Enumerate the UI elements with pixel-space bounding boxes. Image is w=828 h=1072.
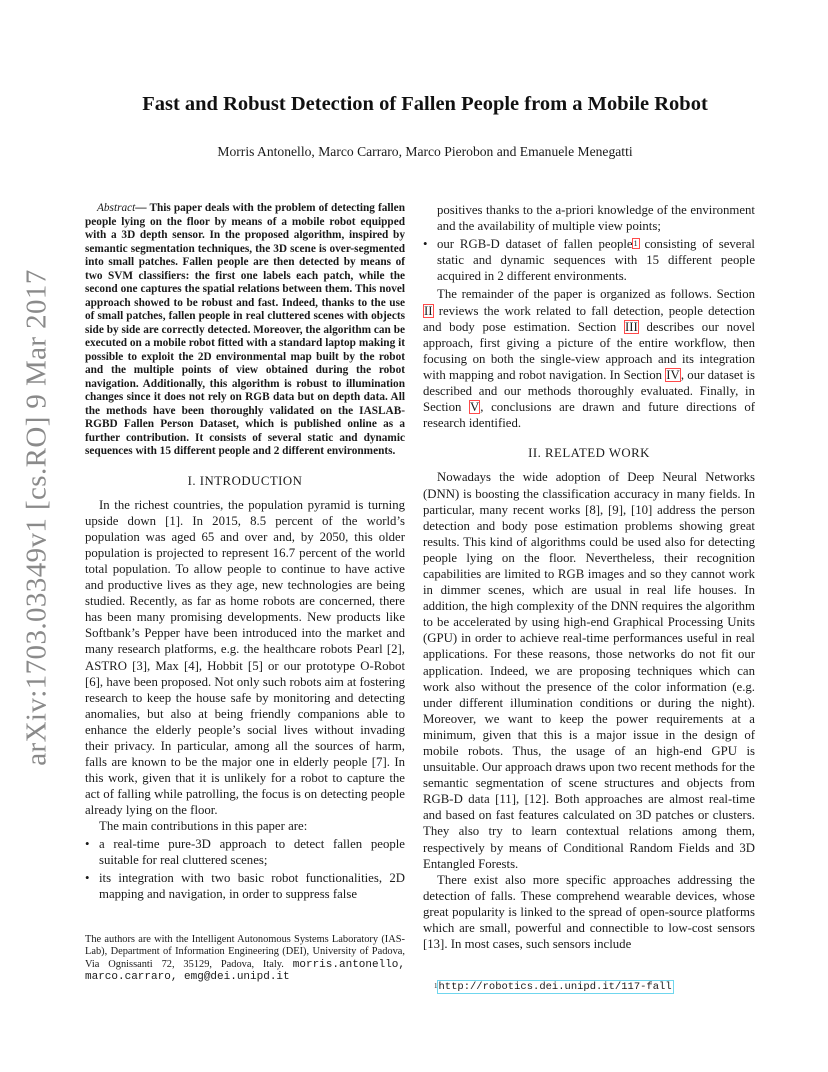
- intro-paragraph-2: The main contributions in this paper are:: [99, 819, 308, 834]
- contribution-bullet-2-continued: [423, 202, 755, 234]
- contribution-bullet-1: [85, 836, 405, 868]
- bullet-text: positives thanks to the a-priori knowledge of the environment and the availability of multiple view points;: [437, 203, 755, 234]
- abstract-dash: —: [135, 202, 150, 214]
- bullet-text: a real-time pure-3D approach to detect fallen people suitable for real cluttered scenes;: [99, 836, 405, 867]
- abstract-text: This paper deals with the problem of detecting fallen people lying on the floor by means of a mobile robot equipped with a 3D depth sensor. In the proposed algorithm, inspired by semantic segmentation techniques, the 3D scene is over-segmented into small patches. Fallen people are then detected by means of two SVM classifiers: the first one labels each patch, while the second one captures the spatial relations between them. This novel approach showed to be robust and fast. Indeed, thanks to the use of small patches, fallen people in real cluttered scenes with objects side by side are correctly detected. Moreover, the algorithm can be executed on a mobile robot fitted with a standard laptop making it possible to exploit the 2D environmental map built by the robot and the multiple points of view obtained during the robot navigation. Additionally, this algorithm is robust to illumination changes since it does not rely on RGB data but on depth data. All the methods have been thoroughly validated on the IASLAB-RGBD Fallen Person Dataset, which is published online as a further contribution. It consists of several static and dynamic sequences with 15 different people and 2 different environments.: [85, 202, 405, 457]
- section-link-v[interactable]: V: [470, 400, 480, 415]
- bullet-text: its integration with two basic robot functionalities, 2D mapping and navigation, in order to suppress false: [99, 870, 405, 901]
- footnote-mark: 1: [434, 982, 438, 990]
- abstract-label: Abstract: [97, 202, 136, 214]
- related-paragraph-1: Nowadays the wide adoption of Deep Neural Networks (DNN) is boosting the classification accuracy in many fields. In particular, many recent works [8], [9], [10] address the person detection and body pose estimation problems showing great results. This kind of algorithms could be used also for detecting people lying on the floor. Nevertheless, their recognition capabilities are limited to RGB images and so they cannot work in dimmer scenes, which are usual in real life houses. In addition, the high complexity of the DNN requires the algorithm to be accelerated by using high-end Graphical Processing Units (GPU) in order to achieve real-time performances useful in real applications. For these reasons, those networks do not fit our application. Indeed, we are proposing techniques which can work also without the presence of the color information (e.g. under different illumination conditions or during the night). Moreover, we want to keep the power requirements at a minimum, given that this is a major issue in the design of mobile robots. Thus, the usage of an high-end GPU is unsuitable. Our approach draws upon two recent methods for the semantic segmentation of scene structures and objects from RGB-D data [11], [12]. Both approaches are almost real-time and based on fast features calculated on 3D patches or clusters. They also try to learn contextual relations among them, respectively by means of Conditional Random Fields and 3D Entangled Forests.: [423, 470, 755, 871]
- footnote-url[interactable]: http://robotics.dei.unipd.it/117-fall: [438, 981, 672, 993]
- paper-title: Fast and Robust Detection of Fallen People from a Mobile Robot: [142, 93, 708, 115]
- bullet-text-cont: consisting of several static and dynamic sequences with 15 different people acquired in 2 different environments.: [437, 237, 755, 284]
- contribution-bullet-2: [85, 870, 405, 902]
- footnote-link[interactable]: 1: [633, 239, 638, 249]
- author-list: Morris Antonello, Marco Carraro, Marco Pierobon and Emanuele Menegatti: [217, 144, 633, 159]
- related-work-heading: II. RELATED WORK: [528, 446, 650, 461]
- intro-paragraph-1: In the richest countries, the population pyramid is turning upside down [1]. In 2015, 8.5 percent of the world’s population was aged 65 and over and, by 2050, this older population is projected to represent 16.7 percent of the world total population. To allow people to continue to have active and productive lives as they age, new technologies are being studied. Recently, as far as home robots are concerned, there has been many promising developments. New products like Softbank’s Pepper have been introduced into the market and many research platforms, e.g. the healthcare robots Pearl [2], ASTRO [3], Max [4], Hobbit [5] or our prototype O-Robot [6], have been proposed. Not only such robots aim at fostering research to keep the house safe by monitoring and detecting anomalies, but also at being friendly companions able to enhance the elderly people’s social lives without invading their privacy. In particular, among all the sources of harm, falls are known to be the major one in elderly people [7]. In this work, given that it is unlikely for a robot to capture the act of falling while patrolling, the focus is on detecting people already lying on the floor.: [85, 497, 405, 818]
- contribution-bullet-3: [423, 236, 755, 284]
- org-text: , our dataset is described and our methods thoroughly evaluated. Finally, in Section: [423, 367, 755, 415]
- intro-heading: I. INTRODUCTION: [187, 473, 303, 488]
- bullet-mark: •: [85, 836, 90, 851]
- org-text: The remainder of the paper is organized as follows. Section: [437, 287, 755, 302]
- section-link-iv[interactable]: IV: [666, 367, 680, 382]
- author-emails: morris.antonello, marco.carraro, emg@dei.unipd.it: [85, 958, 405, 983]
- arxiv-stamp: [14, 268, 60, 766]
- bullet-mark: •: [85, 870, 90, 885]
- arxiv-id: arXiv:1703.03349v1 [cs.RO] 9 Mar 2017: [20, 268, 53, 766]
- section-link-iii[interactable]: III: [624, 319, 638, 334]
- section-link-ii[interactable]: II: [424, 303, 433, 318]
- org-text: reviews the work related to fall detection, people detection and body pose estimation. Section: [423, 303, 755, 334]
- org-text: , conclusions are drawn and future directions of research identified.: [423, 400, 755, 431]
- bullet-mark: •: [423, 237, 428, 252]
- affiliation-text: The authors are with the Intelligent Autonomous Systems Laboratory (IAS-Lab), Department of Information Engineering (DEI), University of Padova, Via Ognissanti 72, 35129, Padova, Italy.: [85, 934, 405, 970]
- left-column: [85, 202, 405, 904]
- affiliation-note: [85, 934, 405, 983]
- abstract: [85, 202, 405, 459]
- bullet-text: our RGB-D dataset of fallen people: [437, 237, 633, 252]
- related-paragraph-2: There exist also more specific approaches addressing the detection of falls. These comprehend wearable devices, whose great popularity is linked to the spread of open-source platforms which are small, powerful and connectible to low-cost sensors [13]. In most cases, such sensors include: [423, 872, 755, 952]
- org-text: describes our novel approach, first giving a picture of the entire workflow, then focusing on both the single-view approach and its integration with mapping and robot navigation. In Section: [423, 319, 755, 382]
- footnote: [434, 980, 673, 994]
- organization-paragraph: [423, 286, 755, 431]
- right-column: [423, 202, 755, 952]
